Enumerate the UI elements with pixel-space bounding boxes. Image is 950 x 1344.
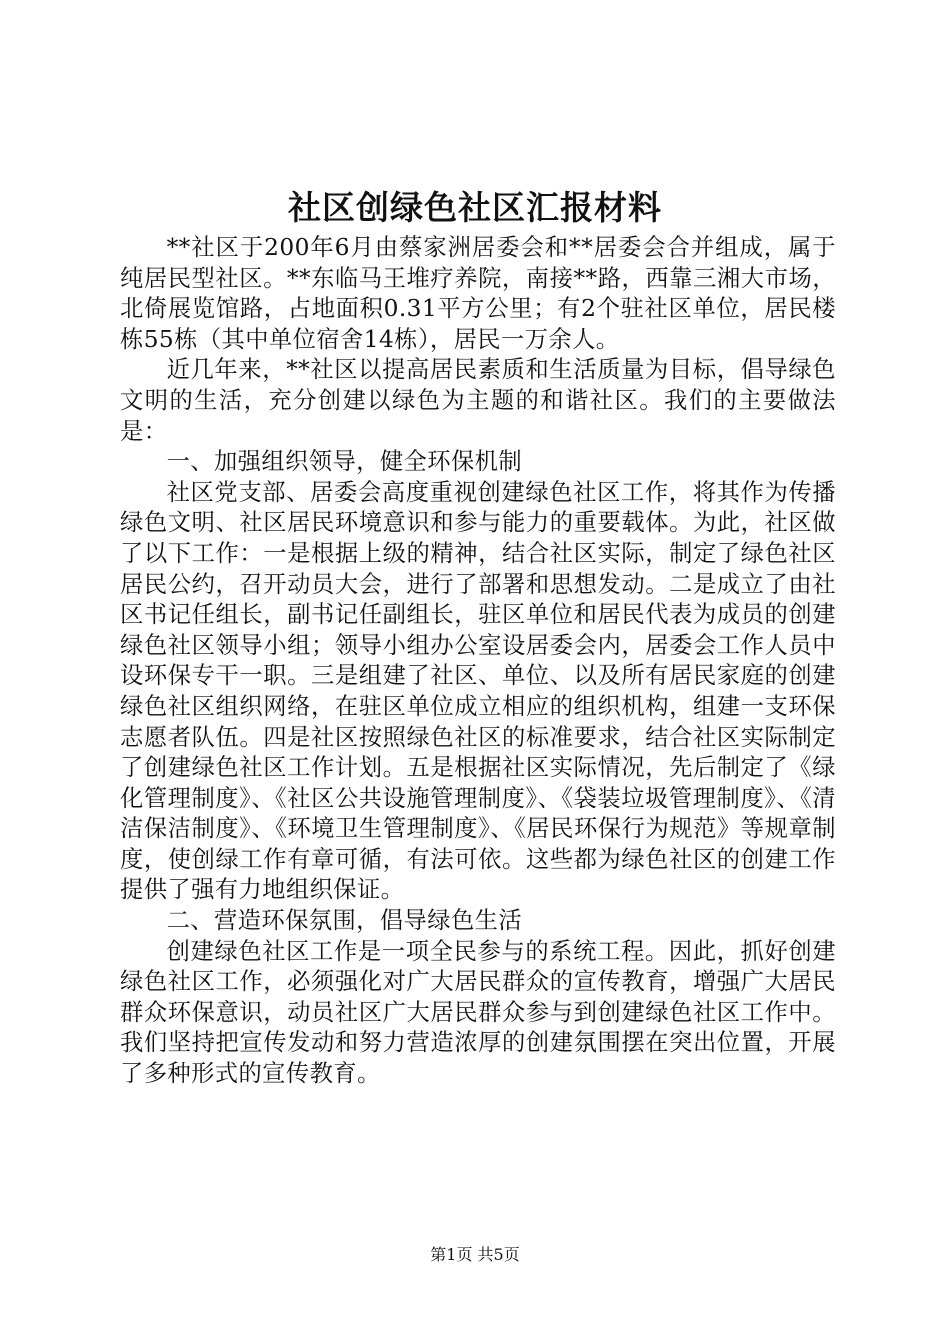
section-heading-1: 一、加强组织领导，健全环保机制 [166,448,523,476]
document-body [120,233,836,1090]
paragraph-section-1: 社区党支部、居委会高度重视创建绿色社区工作，将其作为传播绿色文明、社区居民环境意识和参与能力的重要载体。为此，社区做了以下工作：一是根据上级的精神，结合社区实际，制定了绿色社区居民公约，召开动员大会，进行了部署和思想发动。二是成立了由社区书记任组长，副书记任副组长，驻区单位和居民代表为成员的创建绿色社区领导小组；领导小组办公室设居委会内，居委会工作人员中设环保专干一职。三是组建了社区、单位、以及所有居民家庭的创建绿色社区组织网络，在驻区单位成立相应的组织机构，组建一支环保志愿者队伍。四是社区按照绿色社区的标准要求，结合社区实际制定了创建绿色社区工作计划。五是根据社区实际情况，先后制定了《绿化管理制度》、《社区公共设施管理制度》、《袋装垃圾管理制度》、《清洁保洁制度》、《环境卫生管理制度》、《居民环保行为规范》等规章制度，使创绿工作有章可循，有法可依。这些都为绿色社区的创建工作提供了强有力地组织保证。 [120,478,836,904]
paragraph-overview: 近几年来，**社区以提高居民素质和生活质量为目标，倡导绿色文明的生活，充分创建以绿色为主题的和谐社区。我们的主要做法是： [120,356,836,445]
section-heading-2: 二、营造环保氛围，倡导绿色生活 [166,907,523,935]
paragraph-section-2: 创建绿色社区工作是一项全民参与的系统工程。因此，抓好创建绿色社区工作，必须强化对广大居民群众的宣传教育，增强广大居民群众环保意识，动员社区广大居民群众参与到创建绿色社区工作中。我们坚持把宣传发动和努力营造浓厚的创建氛围摆在突出位置，开展了多种形式的宣传教育。 [120,937,836,1088]
document-title: 社区创绿色社区汇报材料 [288,188,662,227]
paragraph-intro: **社区于200年6月由蔡家洲居委会和**居委会合并组成，属于纯居民型社区。**东临马王堆疗养院，南接**路，西靠三湘大市场，北倚展览馆路，占地面积0.31平方公里；有2个驻社区单位，居民楼栋55栋（其中单位宿舍14栋），居民一万余人。 [120,234,836,353]
page-number-footer: 第1页 共5页 [430,1245,520,1264]
